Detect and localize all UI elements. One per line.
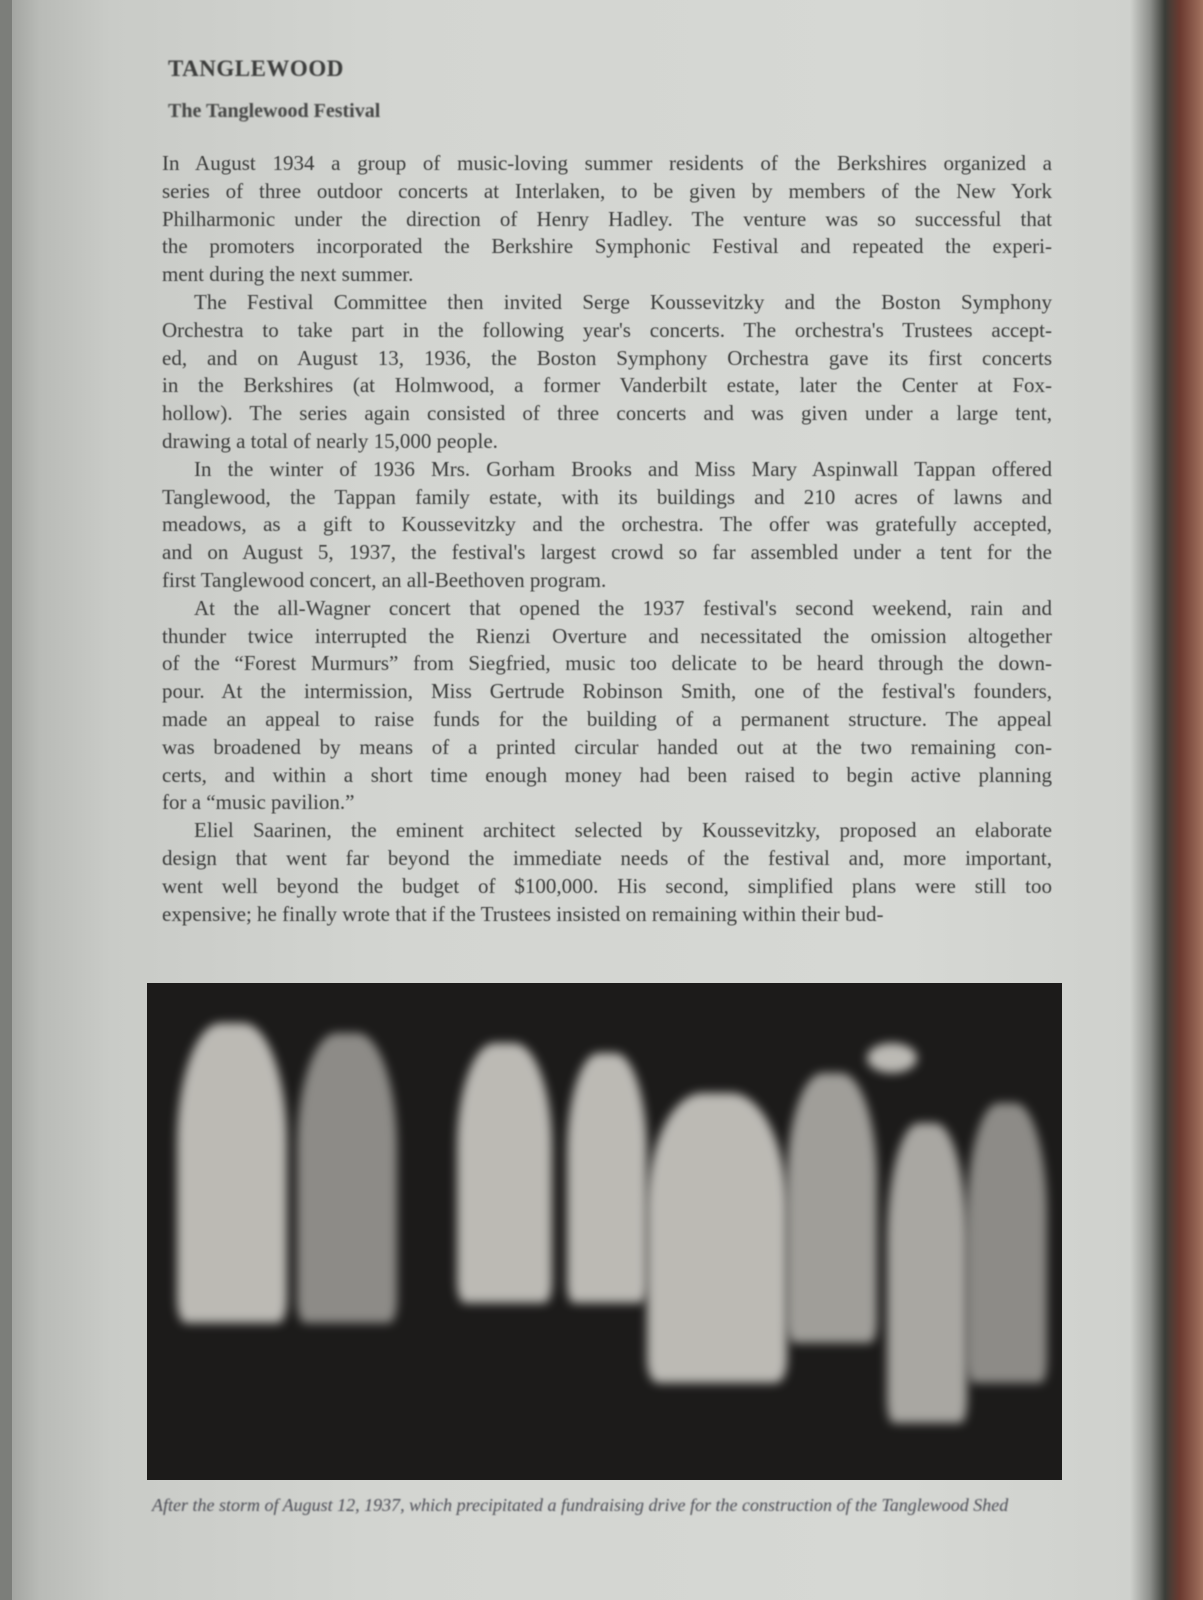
text-line: the promoters incorporated the Berkshire Symphonic Festival and repeated the experi-: [162, 234, 1052, 259]
text-line: Philharmonic under the direction of Henry Hadley. The venture was so successful that: [162, 206, 1052, 231]
historical-photo: [147, 983, 1062, 1480]
photo-caption: After the storm of August 12, 1937, which precipitated a fundraising drive for the construction of the Tanglewood Shed: [152, 1495, 1009, 1515]
text-line: At the all-Wagner concert that opened the 1937 festival's second weekend, rain and: [194, 595, 1052, 620]
text-line: thunder twice interrupted the Rienzi Overture and necessitated the omission altogether: [162, 623, 1052, 648]
text-line: went well beyond the budget of $100,000. His second, simplified plans were still too: [162, 873, 1052, 898]
text-line: made an appeal to raise funds for the building of a permanent structure. The appeal: [162, 706, 1052, 731]
body-text: [162, 150, 1052, 928]
text-line: expensive; he finally wrote that if the Trustees insisted on remaining within their bud-: [162, 901, 884, 926]
text-line: pour. At the intermission, Miss Gertrude Robinson Smith, one of the festival's founders,: [162, 679, 1052, 704]
text-line: series of three outdoor concerts at Interlaken, to be given by members of the New York: [162, 178, 1052, 203]
text-line: first Tanglewood concert, an all-Beethoven program.: [162, 567, 607, 592]
text-line: was broadened by means of a printed circular handed out at the two remaining con-: [162, 734, 1052, 759]
text-line: ed, and on August 13, 1936, the Boston Symphony Orchestra gave its first concerts: [162, 345, 1052, 370]
text-line: in the Berkshires (at Holmwood, a former Vanderbilt estate, later the Center at Fox-: [162, 373, 1052, 398]
text-line: and on August 5, 1937, the festival's largest crowd so far assembled under a tent for the: [162, 540, 1052, 565]
text-line: meadows, as a gift to Koussevitzky and the orchestra. The offer was gratefully accepted,: [162, 512, 1052, 537]
text-line: In August 1934 a group of music-loving summer residents of the Berkshires organized a: [162, 151, 1052, 175]
text-line: Tanglewood, the Tappan family estate, with its buildings and 210 acres of lawns and: [162, 484, 1052, 509]
article-title: The Tanglewood Festival: [168, 100, 381, 122]
text-line: Orchestra to take part in the following year's concerts. The orchestra's Trustees accept-: [162, 317, 1052, 342]
text-line: ment during the next summer.: [162, 262, 414, 287]
text-line: for a “music pavilion.”: [162, 790, 355, 815]
section-heading: TANGLEWOOD: [168, 56, 344, 81]
text-line: In the winter of 1936 Mrs. Gorham Brooks and Miss Mary Aspinwall Tappan offered: [194, 456, 1052, 481]
text-line: The Festival Committee then invited Serge Koussevitzky and the Boston Symphony: [194, 289, 1052, 314]
text-line: drawing a total of nearly 15,000 people.: [162, 428, 498, 453]
text-line: Eliel Saarinen, the eminent architect selected by Koussevitzky, proposed an elaborate: [194, 818, 1052, 843]
text-line: of the “Forest Murmurs” from Siegfried, music too delicate to be heard through the down-: [162, 651, 1052, 676]
text-line: design that went far beyond the immediate needs of the festival and, more important,: [162, 845, 1052, 870]
text-line: hollow). The series again consisted of three concerts and was given under a large tent,: [162, 401, 1052, 426]
previous-page-edge: [0, 0, 12, 1600]
text-line: certs, and within a short time enough money had been raised to begin active planning: [162, 762, 1052, 787]
